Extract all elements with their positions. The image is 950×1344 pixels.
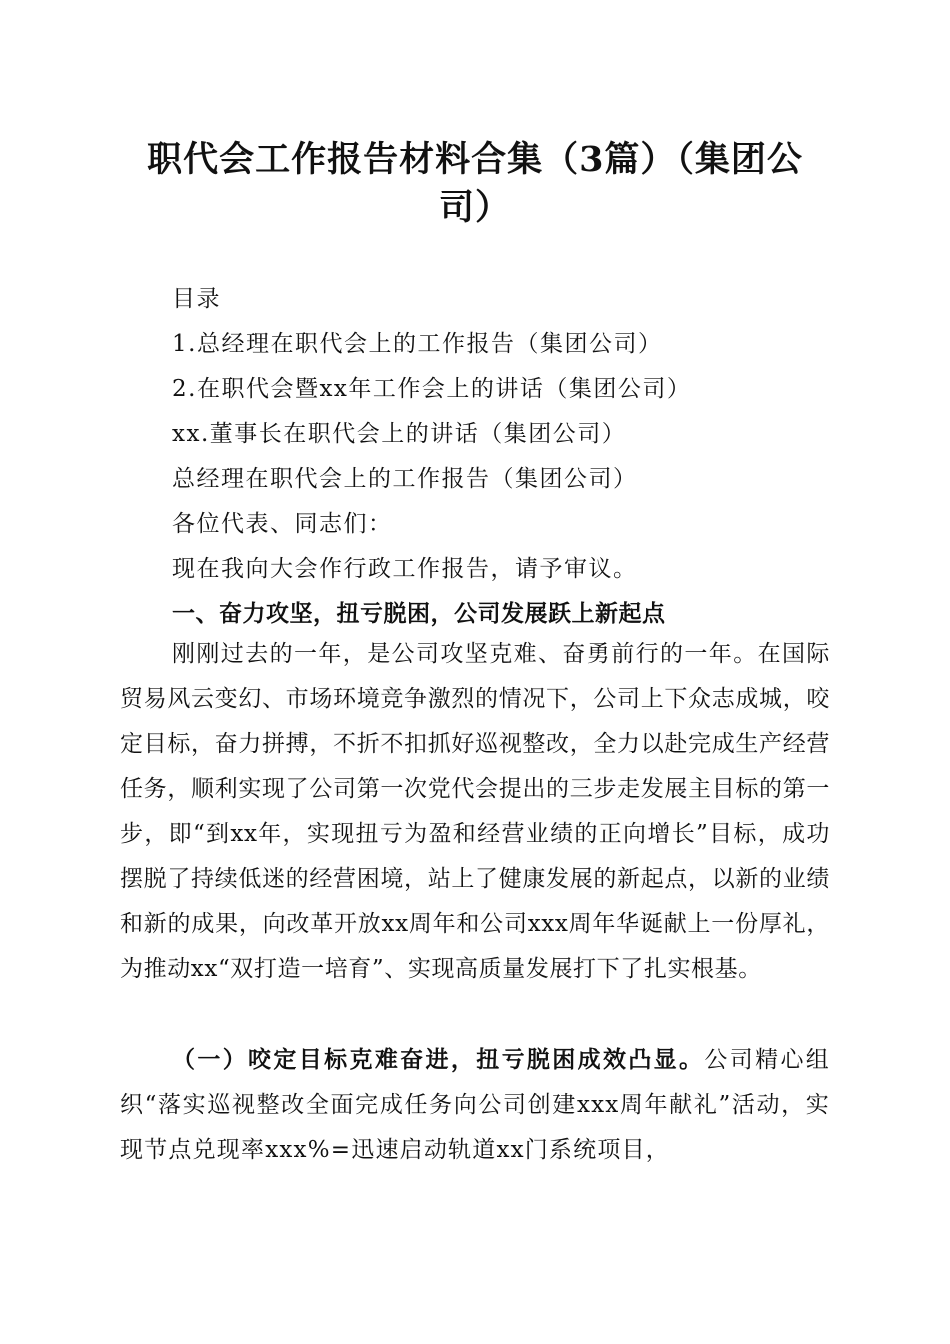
toc-item: 1.总经理在职代会上的工作报告（集团公司） bbox=[172, 331, 663, 357]
paragraph-2-lead: （一）咬定目标克难奋进，扭亏脱困成效凸显。 bbox=[172, 1046, 705, 1073]
paragraph-2 bbox=[120, 1037, 830, 1173]
paragraph-1: 刚刚过去的一年，是公司攻坚克难、奋勇前行的一年。在国际贸易风云变幻、市场环境竞争激烈的情况下，公司上下众志成城，咬定目标，奋力拼搏，不折不扣抓好巡视整改，全力以赴完成生产经营任务，顺利实现了公司第一次党代会提出的三步走发展主目标的第一步，即“到xx年，实现扭亏为盈和经营业绩的正向增长”目标，成功摆脱了持续低迷的经营困境，站上了健康发展的新起点，以新的业绩和新的成果，向改革开放xx周年和公司xxx周年华诞献上一份厚礼，为推动xx“双打造一培育”、实现高质量发展打下了扎实根基。 bbox=[120, 641, 830, 982]
intro-sentence: 现在我向大会作行政工作报告，请予审议。 bbox=[172, 556, 638, 582]
document-title: 职代会工作报告材料合集（3篇）（集团公司） bbox=[147, 139, 803, 228]
document-body bbox=[120, 277, 832, 637]
report-title: 总经理在职代会上的工作报告（集团公司） bbox=[172, 466, 638, 492]
section-heading: 一、奋力攻坚，扭亏脱困，公司发展跃上新起点 bbox=[172, 601, 666, 627]
toc-item: xx.董事长在职代会上的讲话（集团公司） bbox=[172, 421, 627, 447]
toc-heading: 目录 bbox=[172, 286, 221, 312]
salutation: 各位代表、同志们： bbox=[172, 511, 393, 537]
paragraph-2-body: 公司精心组织“落实巡视整改全面完成任务向公司创建xxx周年献礼”活动，实现节点兑现率xxx%=迅速启动轨道xx门系统项目， bbox=[120, 1047, 830, 1163]
toc-item: 2.在职代会暨xx年工作会上的讲话（集团公司） bbox=[172, 376, 692, 402]
